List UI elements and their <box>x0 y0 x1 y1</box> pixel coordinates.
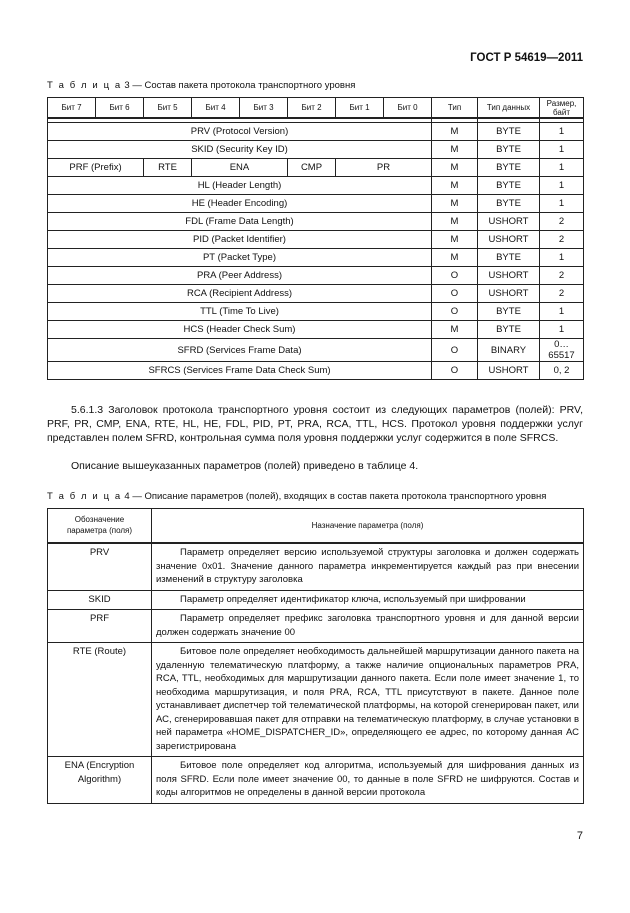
field-name: PRA (Peer Address) <box>48 267 432 285</box>
table-row <box>48 543 584 590</box>
field-datatype: BYTE <box>478 141 540 159</box>
field-type: M <box>432 123 478 141</box>
header-bit3: Бит 3 <box>240 98 288 119</box>
field-datatype: USHORT <box>478 213 540 231</box>
field-name: SFRD (Services Frame Data) <box>48 339 432 362</box>
field-datatype: BINARY <box>478 339 540 362</box>
header-bit7: Бит 7 <box>48 98 96 119</box>
field-type: M <box>432 249 478 267</box>
field-name: PT (Packet Type) <box>48 249 432 267</box>
field-datatype: BYTE <box>478 159 540 177</box>
header-bit2: Бит 2 <box>288 98 336 119</box>
field-name: PID (Packet Identifier) <box>48 231 432 249</box>
param-name: PRF <box>48 610 152 643</box>
field-type: M <box>432 177 478 195</box>
table-row-flags <box>48 159 584 177</box>
param-desc: Параметр определяет версию используемой структуры заголовка и должен содержать значение 0x01. Значение данного параметра инкрементируется каждый раз при внесении изменений в структуру заголовка <box>152 543 584 590</box>
flag-pr: PR <box>336 159 432 177</box>
table-row <box>48 321 584 339</box>
paragraph-5-6-1-3 <box>47 403 583 445</box>
field-type: M <box>432 321 478 339</box>
table3 <box>47 97 584 380</box>
field-datatype: BYTE <box>478 195 540 213</box>
table-row <box>48 339 584 362</box>
table3-header-row <box>48 98 584 119</box>
field-type: O <box>432 362 478 380</box>
field-datatype: BYTE <box>478 303 540 321</box>
field-type: O <box>432 267 478 285</box>
header-param-desc: Назначение параметра (поля) <box>152 509 584 544</box>
field-datatype: USHORT <box>478 285 540 303</box>
table-row <box>48 362 584 380</box>
page-number: 7 <box>576 830 583 842</box>
field-size: 1 <box>540 249 584 267</box>
header-bit4: Бит 4 <box>192 98 240 119</box>
table3-caption <box>47 80 355 91</box>
field-datatype: USHORT <box>478 362 540 380</box>
table-row <box>48 123 584 141</box>
table-row <box>48 177 584 195</box>
field-type: M <box>432 195 478 213</box>
table4-header-row <box>48 509 584 544</box>
field-datatype: BYTE <box>478 321 540 339</box>
table4-caption-text: 4 — Описание параметров (полей), входящих в состав пакета протокола транспортного уровня <box>124 491 547 502</box>
param-desc: Битовое поле определяет код алгоритма, используемый для шифрования данных из поля SFRD. Если поле имеет значение 00, то данные в поле SFRD не шифруются. Состав и коды алгоритмов не определены в данной версии протокола <box>152 757 584 804</box>
field-size: 2 <box>540 285 584 303</box>
table3-caption-label: Т а б л и ц а <box>47 80 122 91</box>
field-datatype: BYTE <box>478 249 540 267</box>
header-bit0: Бит 0 <box>384 98 432 119</box>
field-type: O <box>432 285 478 303</box>
table-row <box>48 303 584 321</box>
flag-ena: ENA <box>192 159 288 177</box>
field-name: RCA (Recipient Address) <box>48 285 432 303</box>
param-name: RTE (Route) <box>48 643 152 757</box>
table-row <box>48 231 584 249</box>
field-size: 2 <box>540 213 584 231</box>
table4 <box>47 508 584 804</box>
field-type: M <box>432 159 478 177</box>
field-name: SKID (Security Key ID) <box>48 141 432 159</box>
param-desc: Битовое поле определяет необходимость дальнейшей маршрутизации данного пакета на удаленную телематическую платформу, а также наличие опциональных параметров PRA, RCA, TTL, необходимых для маршрутизации данного пакета. Если поле имеет значение 1, то необходима маршрутизация, и поля PRA, RCA, TTL присутствуют в пакете. Данное поле устанавливает диспетчер той телематической платформы, на которой сгенерирован пакет, или АС, сгенерировавшая пакет для отправки на телематическую платформу, в случае установки в ней параметра «HOME_DISPATCHER_ID», определяющего ее адрес, по которому данная АС зарегистрирована <box>152 643 584 757</box>
field-name: SFRCS (Services Frame Data Check Sum) <box>48 362 432 380</box>
field-name: FDL (Frame Data Length) <box>48 213 432 231</box>
param-desc: Параметр определяет префикс заголовка транспортного уровня и для данной версии должен содержать значение 00 <box>152 610 584 643</box>
header-datatype: Тип данных <box>478 98 540 119</box>
table-row <box>48 643 584 757</box>
flag-cmp: CMP <box>288 159 336 177</box>
param-desc: Параметр определяет идентификатор ключа, используемый при шифровании <box>152 590 584 610</box>
param-name: PRV <box>48 543 152 590</box>
flag-rte: RTE <box>144 159 192 177</box>
table-row <box>48 590 584 610</box>
field-datatype: BYTE <box>478 123 540 141</box>
field-size: 2 <box>540 267 584 285</box>
table-row <box>48 757 584 804</box>
field-name: TTL (Time To Live) <box>48 303 432 321</box>
field-size: 2 <box>540 231 584 249</box>
field-datatype: USHORT <box>478 231 540 249</box>
field-type: M <box>432 231 478 249</box>
param-name: ENA (Encryption Algorithm) <box>48 757 152 804</box>
field-name: HL (Header Length) <box>48 177 432 195</box>
paragraph-text: Описание вышеуказанных параметров (полей) приведено в таблице 4. <box>71 460 419 472</box>
field-size: 1 <box>540 159 584 177</box>
field-size: 1 <box>540 303 584 321</box>
table3-caption-text: 3 — Состав пакета протокола транспортного уровня <box>124 80 356 91</box>
table4-caption <box>47 491 546 502</box>
field-type: O <box>432 339 478 362</box>
field-datatype: BYTE <box>478 177 540 195</box>
field-type: O <box>432 303 478 321</box>
paragraph-reference <box>47 459 583 473</box>
field-size: 1 <box>540 177 584 195</box>
table-row <box>48 285 584 303</box>
field-size: 1 <box>540 123 584 141</box>
param-name: SKID <box>48 590 152 610</box>
field-name: HE (Header Encoding) <box>48 195 432 213</box>
field-size: 0, 2 <box>540 362 584 380</box>
header-size: Размер, байт <box>540 98 584 119</box>
header-bit1: Бит 1 <box>336 98 384 119</box>
flag-prf: PRF (Prefix) <box>48 159 144 177</box>
table-row <box>48 610 584 643</box>
field-size: 1 <box>540 321 584 339</box>
header-param-name: Обозначение параметра (поля) <box>48 509 152 544</box>
table4-caption-label: Т а б л и ц а <box>47 491 122 502</box>
table-row <box>48 213 584 231</box>
field-type: M <box>432 213 478 231</box>
table-row <box>48 141 584 159</box>
table-row <box>48 249 584 267</box>
field-size: 1 <box>540 141 584 159</box>
field-type: M <box>432 141 478 159</box>
table-row <box>48 267 584 285</box>
header-bit5: Бит 5 <box>144 98 192 119</box>
header-bit6: Бит 6 <box>96 98 144 119</box>
standard-number: ГОСТ Р 54619—2011 <box>470 52 583 64</box>
table-row <box>48 195 584 213</box>
field-size: 1 <box>540 195 584 213</box>
field-size: 0…65517 <box>540 339 584 362</box>
paragraph-text: 5.6.1.3 Заголовок протокола транспортного уровня состоит из следующих параметров (полей): PRV, PRF, PR, CMP, ENA, RTE, HL, HE, FDL, PID, PT, PRA, RCA, TTL, HCS. Протокол уровня поддержки услуг представлен полем SFRD, контрольная сумма поля уровня поддержки услуг содержится в поле SFRCS. <box>47 404 583 444</box>
header-type: Тип <box>432 98 478 119</box>
field-name: PRV (Protocol Version) <box>48 123 432 141</box>
field-name: HCS (Header Check Sum) <box>48 321 432 339</box>
field-datatype: USHORT <box>478 267 540 285</box>
